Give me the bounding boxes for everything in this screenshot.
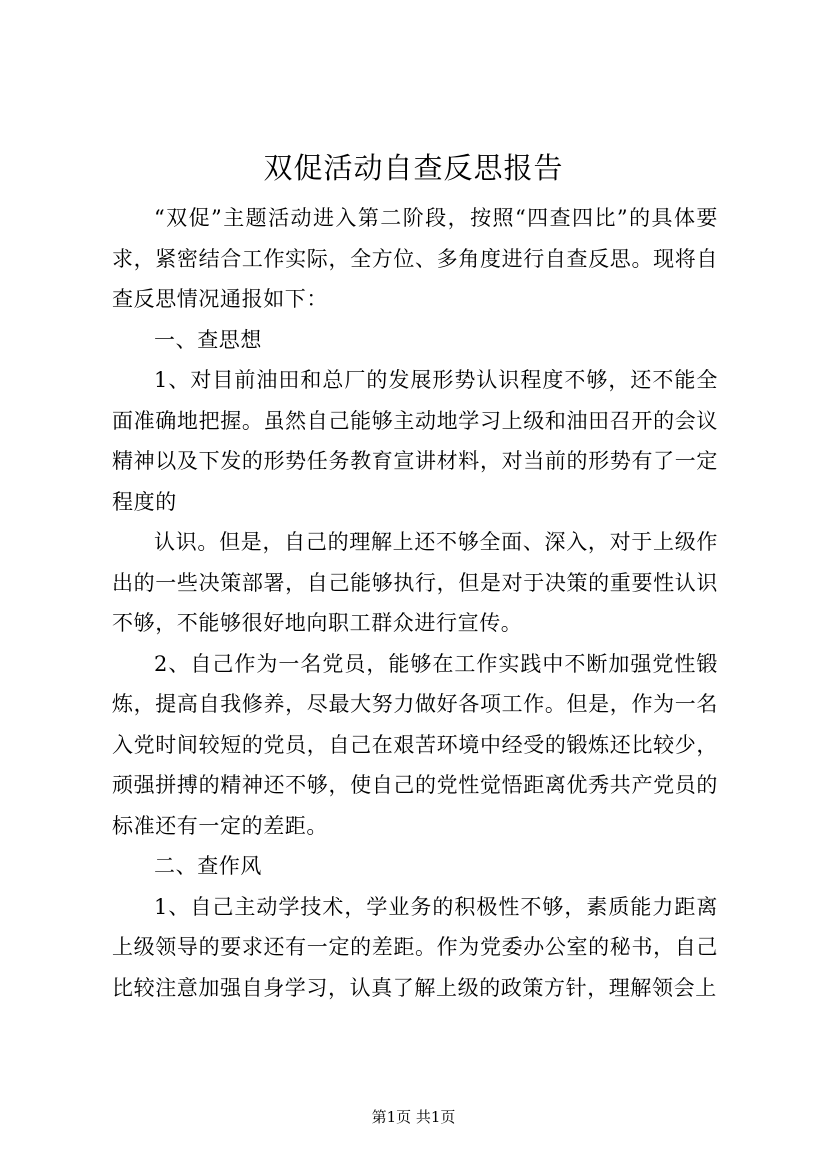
document-body xyxy=(112,198,718,1008)
paragraph-thought-2: 2、自己作为一名党员，能够在工作实践中不断加强党性锻炼，提高自我修养，尽最大努力做好各项工作。但是，作为一名入党时间较短的党员，自己在艰苦环境中经受的锻炼还比较少，顽强拼搏的精神还不够，使自己的党性觉悟距离优秀共产党员的标准还有一定的差距。 xyxy=(112,651,718,838)
paragraph-thought-1-continued: 认识。但是，自己的理解上还不够全面、深入，对于上级作出的一些决策部署，自己能够执行，但是对于决策的重要性认识不够，不能够很好地向职工群众进行宣传。 xyxy=(112,530,718,635)
paragraph-intro: “双促”主题活动进入第二阶段，按照“四查四比”的具体要求，紧密结合工作实际，全方位、多角度进行自查反思。现将自查反思情况通报如下： xyxy=(112,206,718,311)
section-heading-thought: 一、查思想 xyxy=(154,327,262,352)
document-title: 双促活动自查反思报告 xyxy=(263,151,564,185)
section-heading-style: 二、查作风 xyxy=(154,854,262,878)
paragraph-thought-1: 1、对目前油田和总厂的发展形势认识程度不够，还不能全面准确地把握。虽然自己能够主动地学习上级和油田召开的会议精神以及下发的形势任务教育宣讲材料，对当前的形势有了一定程度的 xyxy=(112,368,718,514)
paragraph-style-1: 1、自己主动学技术，学业务的积极性不够，素质能力距离上级领导的要求还有一定的差距。作为党委办公室的秘书，自己比较注意加强自身学习，认真了解上级的政策方针，理解领会上 xyxy=(112,894,718,1000)
page-footer: 第1页 共1页 xyxy=(371,1108,456,1126)
